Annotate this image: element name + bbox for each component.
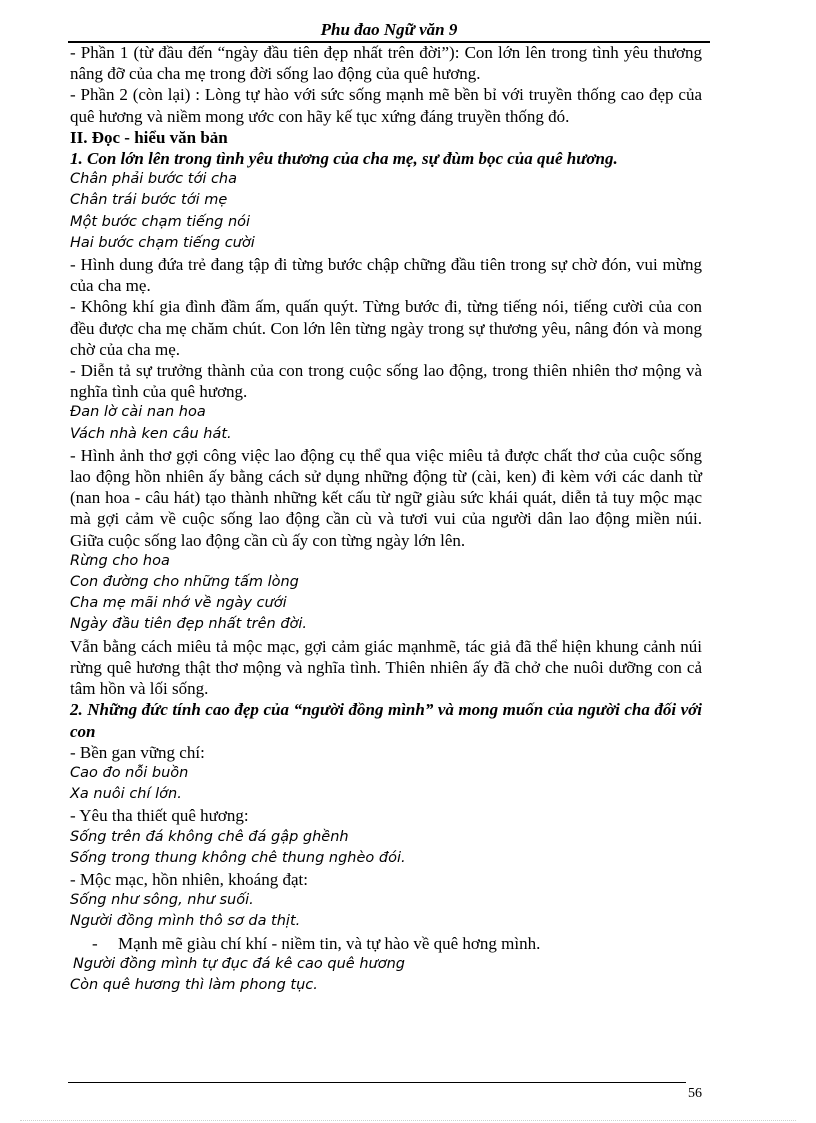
subsection-heading: 2. Những đức tính cao đẹp của “người đồng mình” và mong muốn của người cha đối với con	[70, 700, 702, 741]
poem-line: Xa nuôi chí lớn.	[70, 786, 182, 803]
page-header-title: Phu đao Ngữ văn 9	[320, 20, 458, 39]
poem-line: Đan lờ cài nan hoa	[70, 404, 206, 421]
poem-line: Sống trong thung không chê thung nghèo đói.	[70, 849, 406, 866]
paragraph: - Không khí gia đình đầm ấm, quấn quýt. Từng bước đi, từng tiếng nói, tiếng cười của con đều được cha mẹ chăm chút. Con lớn lên từng ngày trong sự thương yêu, nâng đón và mong chờ của cha mẹ.	[70, 297, 702, 359]
poem-line: Còn quê hương thì làm phong tục.	[70, 976, 318, 993]
poem-line: Ngày đầu tiên đẹp nhất trên đời.	[70, 616, 308, 633]
page-edge-divider	[20, 1120, 796, 1121]
paragraph: - Diễn tả sự trưởng thành của con trong cuộc sống lao động, trong thiên nhiên thơ mộng và nghĩa tình của quê hương.	[70, 361, 702, 402]
list-item-text: Mạnh mẽ giàu chí khí - niềm tin, và tự hào về quê hơng mình.	[118, 933, 541, 953]
poem-line: Sống như sông, như suối.	[70, 892, 254, 909]
poem-line: Người đồng mình tự đục đá kê cao quê hương	[73, 955, 405, 972]
poem-line: Người đồng mình thô sơ da thịt.	[70, 913, 301, 930]
paragraph: - Yêu tha thiết quê hương:	[70, 806, 249, 826]
document-body	[70, 42, 702, 996]
paragraph: - Bền gan vững chí:	[70, 742, 205, 762]
paragraph: - Phần 2 (còn lại) : Lòng tự hào với sức sống mạnh mẽ bền bỉ với truyền thống cao đẹp của quê hương và niềm mong ước con hãy kế tục xứng đáng truyền thống đó.	[70, 85, 702, 126]
page-number: 56	[688, 1086, 702, 1101]
paragraph: - Phần 1 (từ đầu đến “ngày đầu tiên đẹp nhất trên đời”): Con lớn lên trong tình yêu thương nâng đỡ của cha mẹ trong đời sống lao động của quê hương.	[70, 43, 702, 84]
poem-line: Cao đo nỗi buồn	[70, 764, 189, 781]
poem-line: Hai bước chạm tiếng cười	[70, 234, 255, 251]
paragraph: - Hình ảnh thơ gợi công việc lao động cụ thể qua việc miêu tả được chất thơ của cuộc sống lao động hồn nhiên ấy bằng cách sử dụng những động từ (cài, ken) đi kèm với các danh từ (nan hoa - câu hát) tạo thành những kết cấu từ ngữ giàu sức khái quát, diễn tả tuy mộc mạc mà gợi cảm về cuộc sống lao động cần cù và tươi vui của người dân lao động miền núi. Giữa cuộc sống lao động cần cù ấy con từng ngày lớn lên.	[70, 445, 702, 550]
poem-line: Con đường cho những tấm lòng	[70, 574, 299, 591]
poem-line: Rừng cho hoa	[70, 552, 170, 569]
poem-line: Một bước chạm tiếng nói	[70, 213, 251, 230]
section-heading: II. Đọc - hiểu văn bản	[70, 127, 228, 147]
list-bullet: -	[92, 933, 98, 953]
paragraph: Vẫn bằng cách miêu tả mộc mạc, gợi cảm giác mạnhmẽ, tác giả đã thể hiện khung cảnh núi rừng quê hương thật thơ mộng và nghĩa tình. Thiên nhiên ấy đã chở che nuôi dưỡng con cả tâm hồn và lối sống.	[70, 636, 702, 699]
poem-line: Vách nhà ken câu hát.	[70, 425, 232, 442]
subsection-heading: 1. Con lớn lên trong tình yêu thương của cha mẹ, sự đùm bọc của quê hương.	[70, 149, 618, 169]
poem-line: Cha mẹ mãi nhớ về ngày cưới	[70, 595, 287, 612]
list-item	[70, 933, 702, 954]
footer-divider	[68, 1082, 686, 1083]
paragraph: - Hình dung đứa trẻ đang tập đi từng bước chập chững đầu tiên trong sự chờ đón, vui mừng của cha mẹ.	[70, 255, 702, 296]
poem-line: Chân phải bước tới cha	[70, 171, 238, 188]
poem-line: Sống trên đá không chê đá gập ghềnh	[70, 828, 349, 845]
poem-line: Chân trái bước tới mẹ	[70, 192, 228, 209]
paragraph: - Mộc mạc, hồn nhiên, khoáng đạt:	[70, 869, 308, 889]
